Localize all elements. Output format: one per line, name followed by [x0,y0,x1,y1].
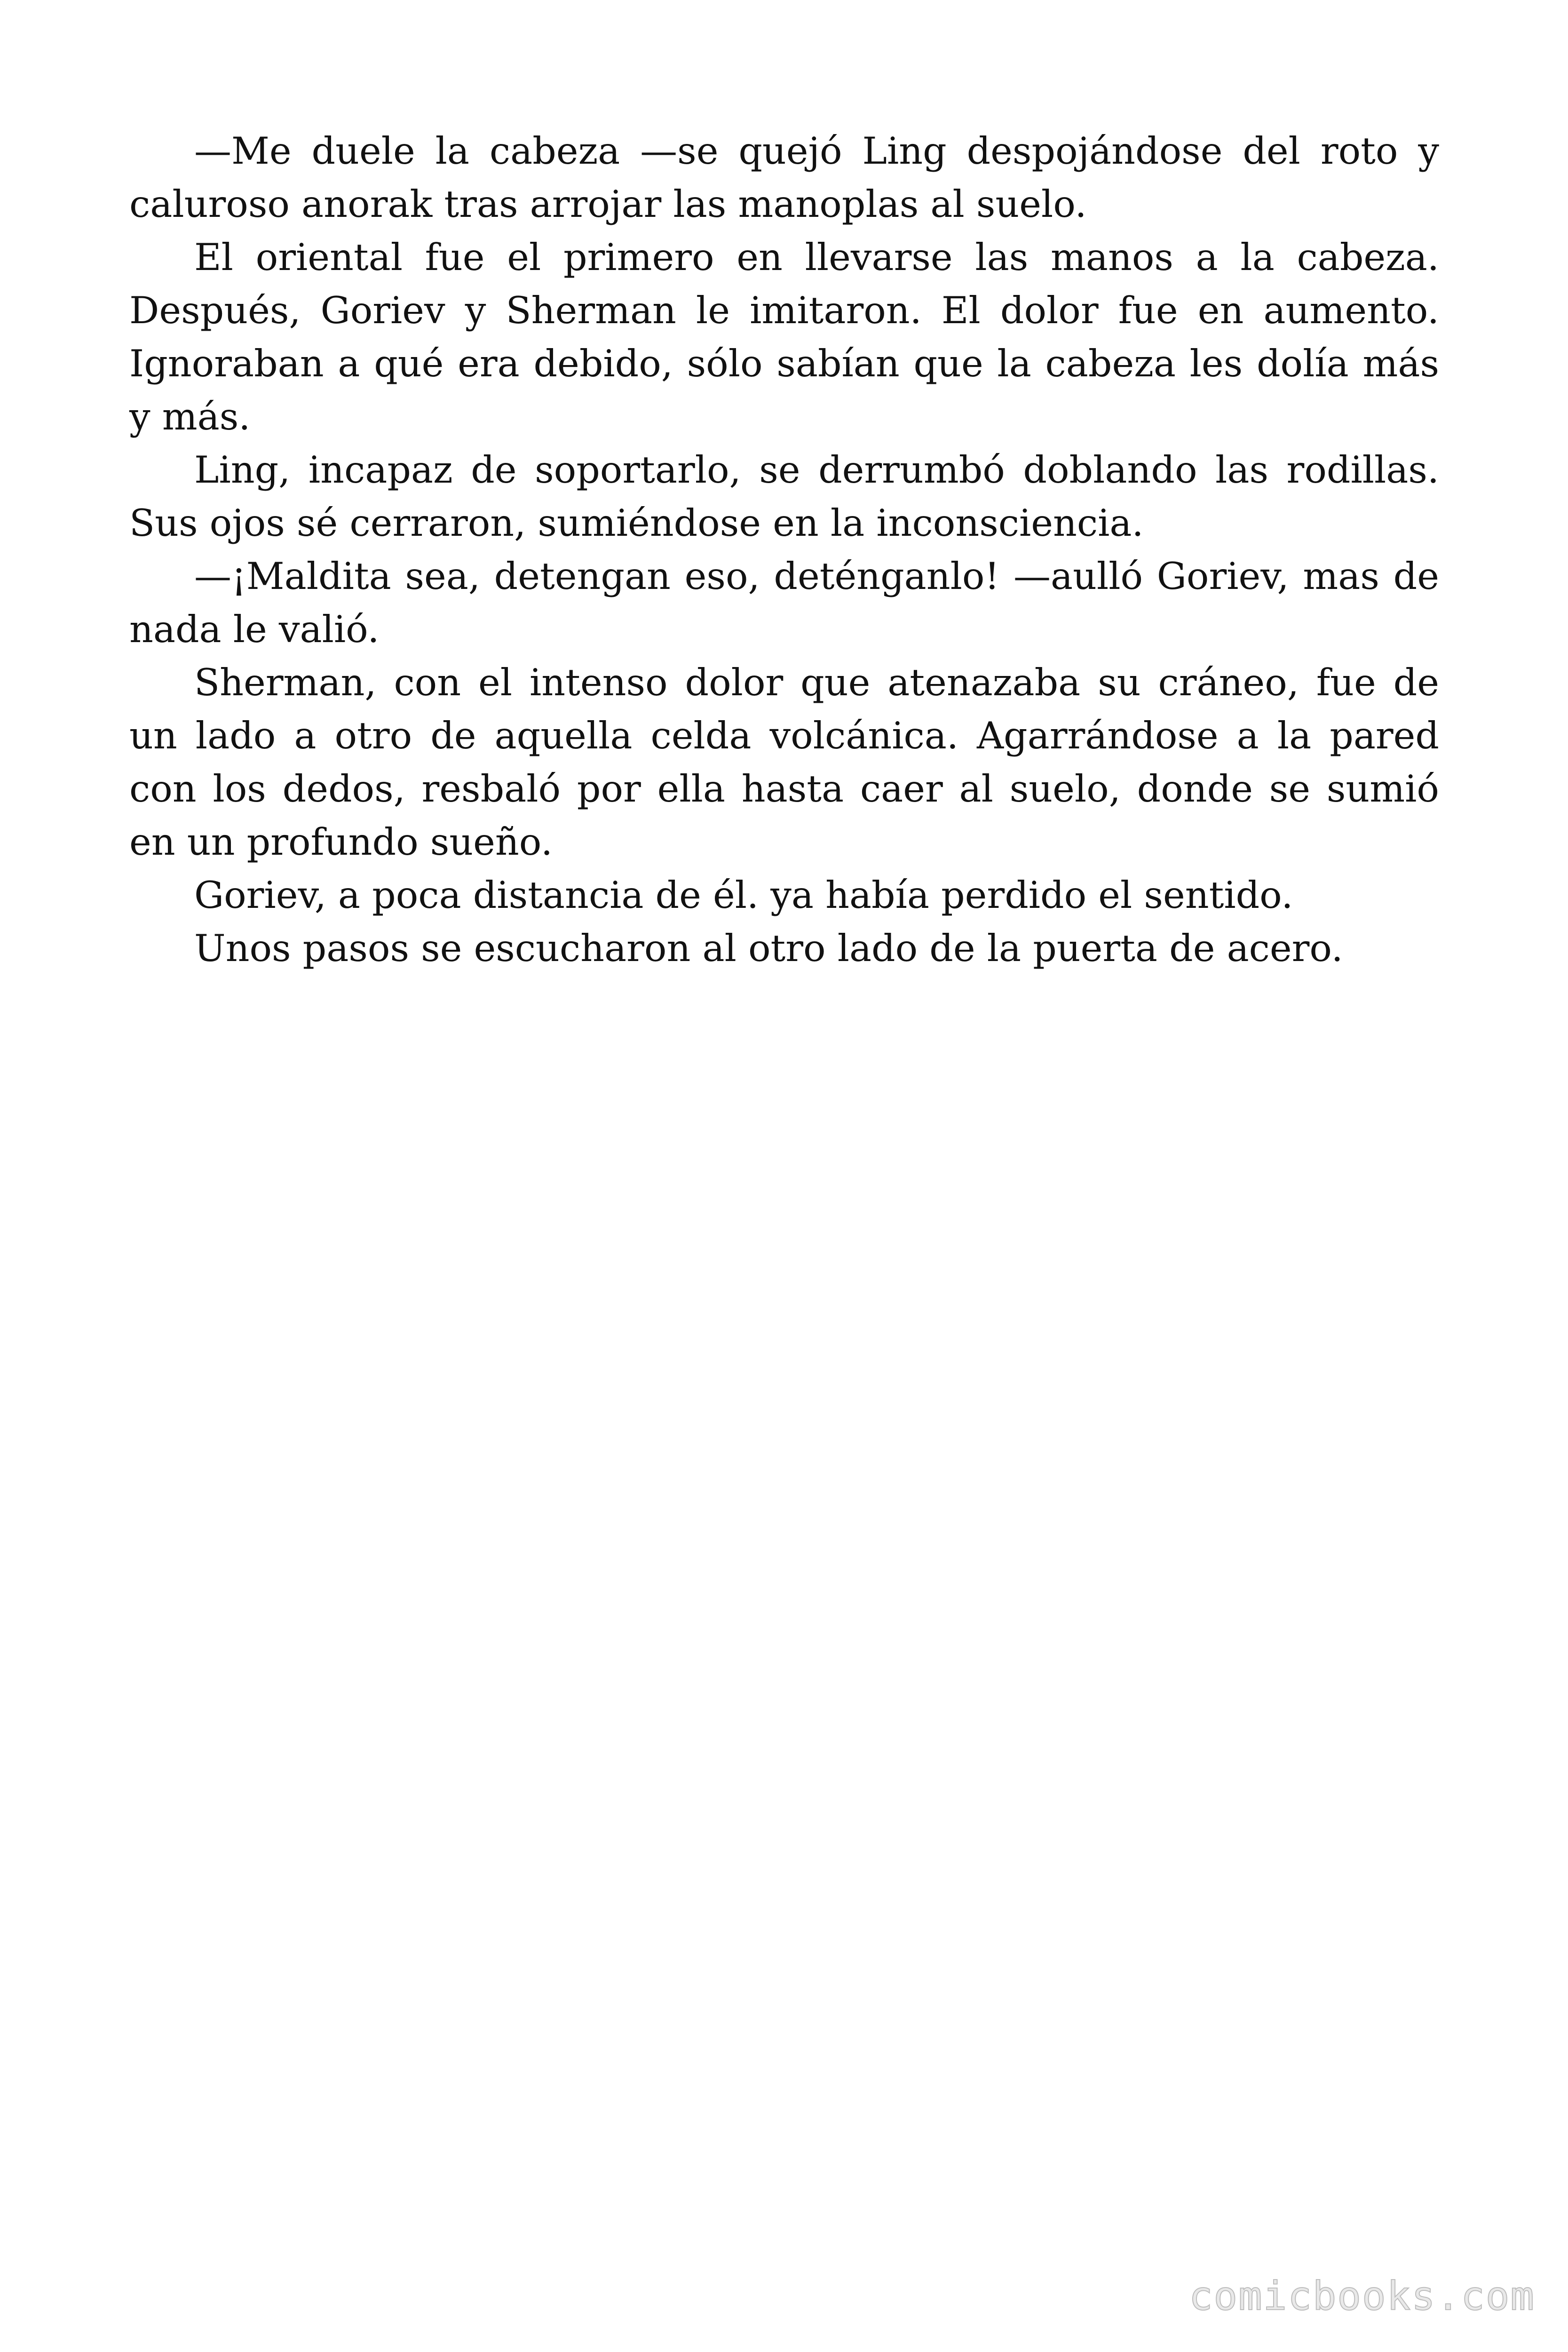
paragraph-2: El oriental fue el primero en llevarse las manos a la cabeza. Después, Goriev y Sherman le imitaron. El dolor fue en aumento. Ignoraban a qué era debido, sólo sabían que la cabeza les dolía más y más. [129,236,1439,438]
body-text [129,125,1439,975]
watermark-logo: comicbooks.com [1188,2273,1535,2319]
paragraph-5: Sherman, con el intenso dolor que atenazaba su cráneo, fue de un lado a otro de aquella celda volcánica. Agarrándose a la pared con los dedos, resbaló por ella hasta caer al suelo, donde se sumió en un profundo sueño. [129,661,1439,864]
paragraph-4: —¡Maldita sea, detengan eso, deténganlo! —aulló Goriev, mas de nada le valió. [129,555,1439,651]
paragraph-7: Unos pasos se escucharon al otro lado de la puerta de acero. [194,927,1343,970]
paragraph-3: Ling, incapaz de soportarlo, se derrumbó doblando las rodillas. Sus ojos sé cerraron, sumiéndose en la inconsciencia. [129,448,1439,545]
paragraph-6: Goriev, a poca distancia de él. ya había perdido el sentido. [194,874,1293,917]
paragraph-1: —Me duele la cabeza —se quejó Ling despojándose del roto y caluroso anorak tras arrojar las manoplas al suelo. [129,129,1439,226]
